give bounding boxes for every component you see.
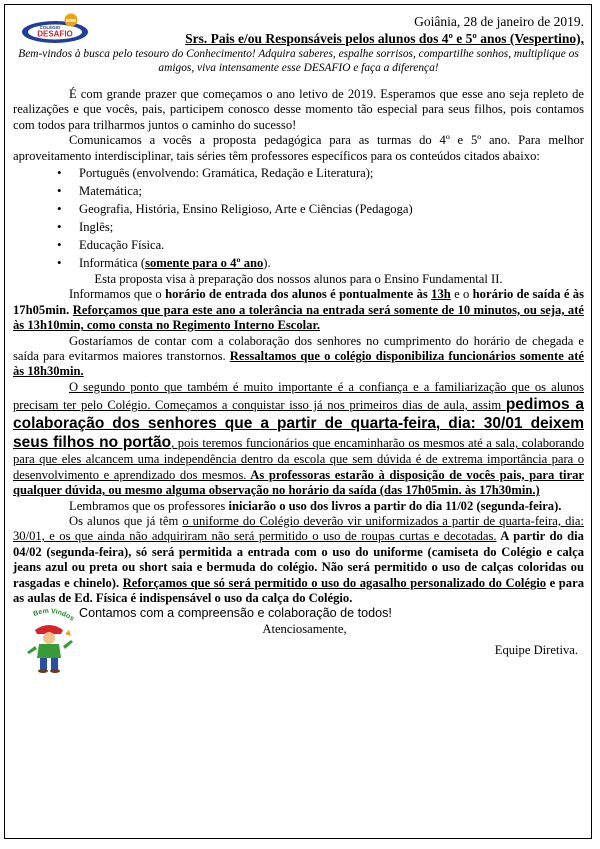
signature: Equipe Diretiva. [494,643,578,658]
subject-item: • Geografia, História, Ensino Religioso, Arte e Ciências (Pedagoga) [79,200,584,218]
svg-text:Bem Vindos: Bem Vindos [32,608,76,623]
colegio-desafio-logo [20,11,90,45]
svg-text:COLÉGIO: COLÉGIO [39,25,61,30]
svg-text:DESAFIO: DESAFIO [37,29,73,39]
paragraph-intro: É com grande prazer que começamos o ano letivo de 2019. Esperamos que esse ano seja repleto de realizações e que vocês, pais, participem conosco desse momento tão especial para seus filhos, pois contamos com todos para trilharmos juntos o caminho do sucesso! [13,87,584,132]
subject-item: • Português (envolvendo: Gramática, Redação e Literatura); [79,164,584,182]
closing-thanks: Contamos com a compreensão e colaboração de todos! [79,606,392,621]
subject-item: • Inglês; [79,218,584,236]
school-motto: Bem-vindos à busca pelo tesouro do Conhecimento! Adquira saberes, espalhe sorrisos, compartilhe sonhos, multiplique os amigos, viva intensamente esse DESAFIO e faça a diferença! [18,48,579,74]
paragraph-books: Lembramos que os professores iniciarão o uso dos livros a partir do dia 11/02 (segunda-feira). [69,498,562,513]
letter-addressee: Srs. Pais e/ou Responsáveis pelos alunos dos 4º e 5º anos (Vespertino), [185,31,584,46]
subject-item-informatica: • Informática (somente para o 4º ano). [79,254,584,272]
paragraph-punctuality: Gostaríamos de contar com a colaboração dos senhores no cumprimento do horário de chegada e saída para evitarmos maiores transtornos. Ressaltamos que o colégio disponibiliza funcionários somente até às 18h30min. [13,333,584,379]
subject-item: • Educação Física. [79,236,584,254]
subjects-list [13,164,584,272]
paragraph-pedagogical-proposal: Comunicamos a vocês a proposta pedagógica para as turmas do 4º e 5º ano. Para melhor aproveitamento interdisciplinar, tais séries têm professores específicos para os conteúdos citados abaixo: [13,133,584,163]
paragraph-schedule: Informamos que o horário de entrada dos alunos é pontualmente às 13h e o horário de saída é às 17h05min. Reforçamos que para este ano a tolerância na entrada será somente de 10 minutos, ou seja, até às 13h10min, como consta no Regimento Interno Escolar. [13,287,584,333]
letter-page [4,4,592,839]
paragraph-gate-dropoff: O segundo ponto que também é muito importante é a confiança e a familiarização que os alunos precisam ter pelo Colégio. Começamos a conquistar isso já nos primeiros dias de aula, assim pedimos a colaboração dos senhores que a partir de quarta-feira, dia: 30/01 deixem seus filhos no portão, pois teremos funcionários que encaminharão os mesmos até a sala, colaborando para que eles alcancem uma independência dentro da escola que sem dúvida é de extrema importância para o desenvolvimento e aprendizado dos mesmos. As professoras estarão à disposição de vocês pais, para tirar qualquer dúvida, ou mesmo alguma observação no horário da saída (das 17h05min. às 17h30min.) [13,379,585,498]
paragraph-uniform: Os alunos que já têm o uniforme do Colégio deverão vir uniformizados a partir de quarta-feira, dia: 30/01, e os que ainda não adquiriram não será permitido o uso de roupas curtas e decotadas. A partir do dia 04/02 (segunda-feira), só será permitida a entrada com o uso do uniforme (camiseta do Colégio e calça jeans azul ou preta ou short saia e bermuda do colégio. Não será permitido o uso de calças coloridas ou rasgadas e chinelo). Reforçamos que só será permitido o uso do agasalho personalizado do Colégio e para as aulas de Ed. Física é indispensável o uso da calça do Colégio. [13,513,584,605]
letter-date: Goiânia, 28 de janeiro de 2019. [414,14,584,29]
closing-section [13,606,584,658]
subject-item: • Matemática; [79,182,584,200]
paragraph-preparation: Esta proposta visa à preparação dos nossos alunos para o Ensino Fundamental II. [94,272,503,287]
closing-regards: Atenciosamente, [262,621,347,636]
welcome-mascot-image [21,606,77,674]
